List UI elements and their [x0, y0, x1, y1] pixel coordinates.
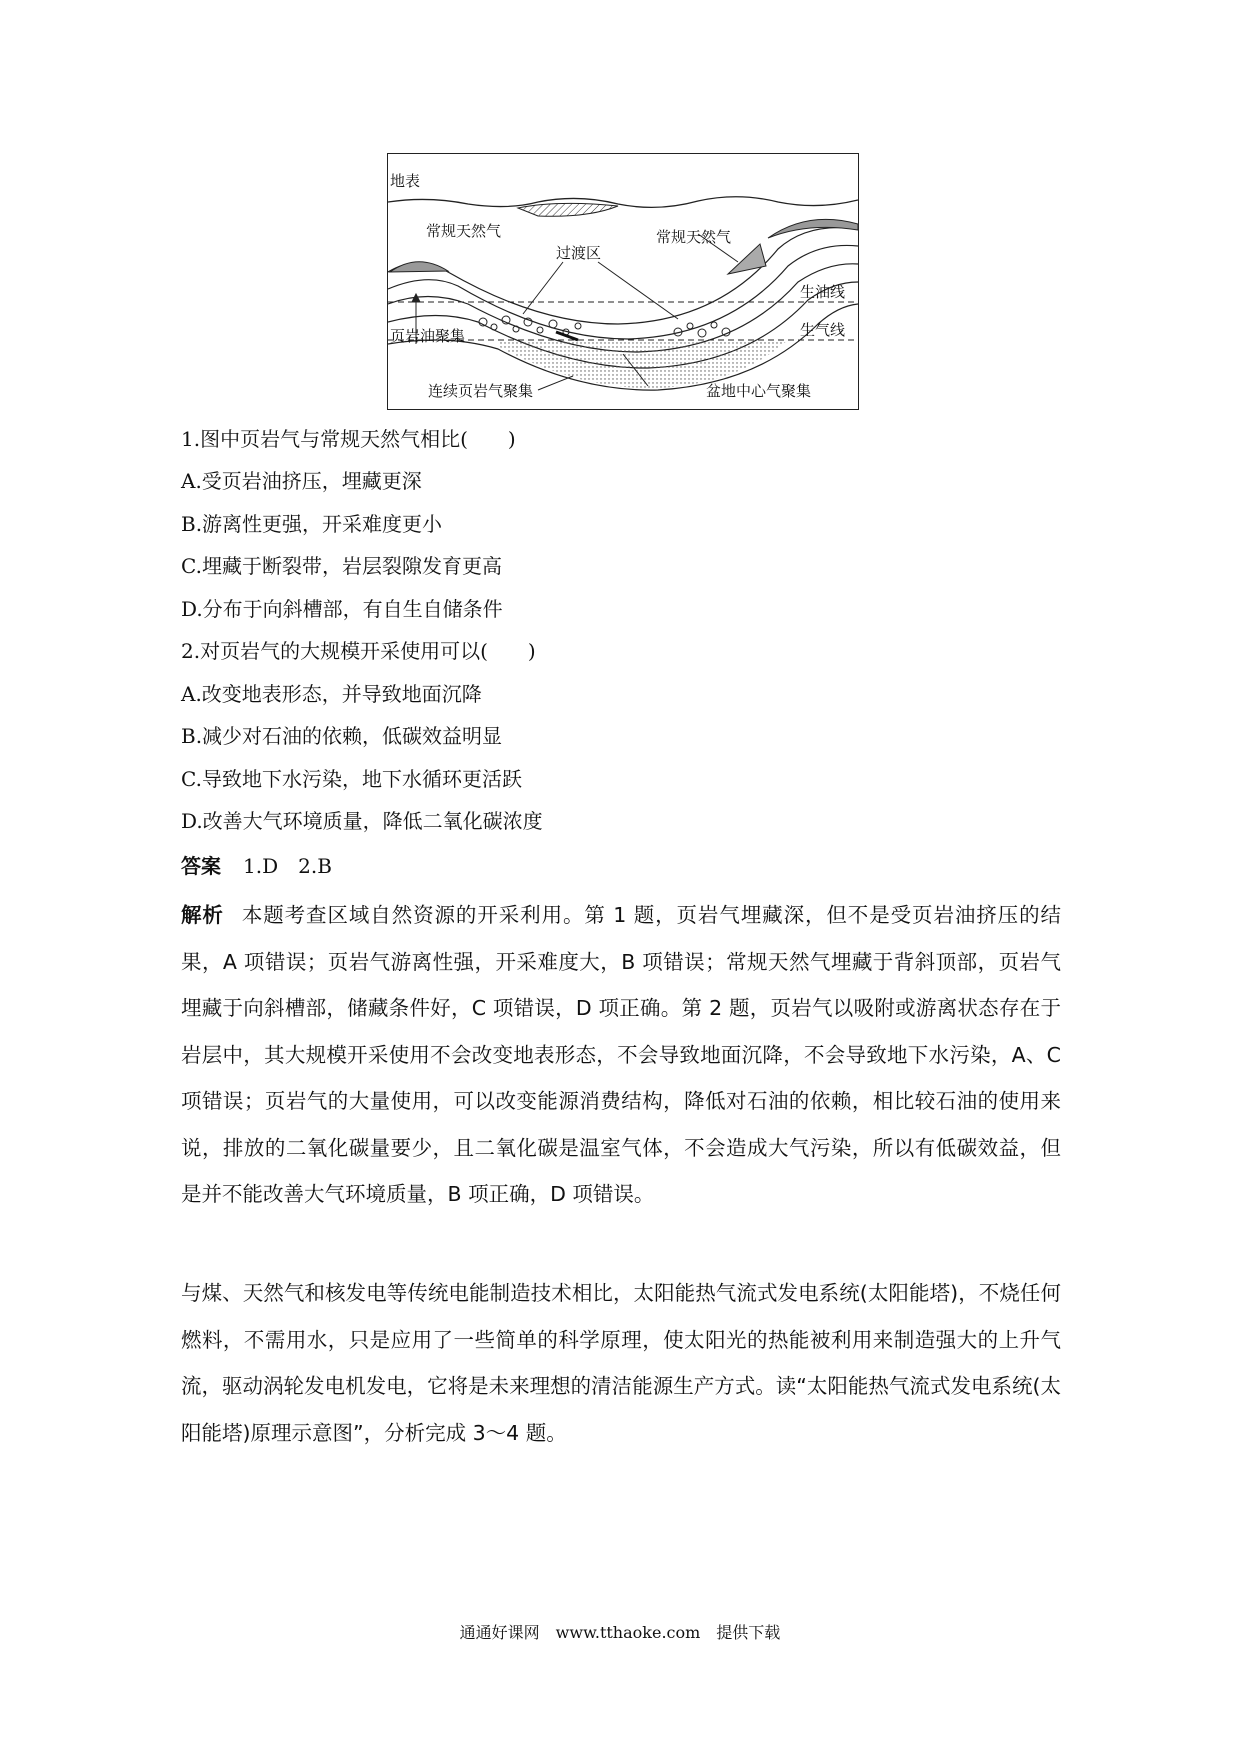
stratum-1 [388, 228, 858, 324]
page-footer: 通通好课网 www.tthaoke.com 提供下载 [459, 1623, 781, 1642]
question-1-stem: 1.图中页岩气与常规天然气相比( ) [181, 427, 516, 451]
label-transition-zone: 过渡区 [556, 244, 602, 262]
surface-hatched-lens [518, 203, 618, 216]
conventional-gas-cap-right [768, 219, 858, 238]
answer-text: 1.D 2.B [243, 854, 332, 878]
label-conventional-gas-left: 常规天然气 [426, 222, 502, 240]
label-shale-oil: 页岩油聚集 [390, 327, 466, 345]
analysis-text: 本题考查区域自然资源的开采利用。第 1 题，页岩气埋藏深，但不是受页岩油挤压的结果，A 项错误；页岩气游离性强，开采难度大，B 项错误；常规天然气埋藏于背斜顶部，页岩气埋藏于向斜槽部，储藏条件好，C 项错误，D 项正确。第 2 题，页岩气以吸附或游离状态存在于岩层中，其大规模开采使用不会改变地表形态，不会导致地面沉降，不会导致地下水污染，A、C 项错误；页岩气的大量使用，可以改变能源消费结构，降低对石油的依赖，相比较石油的使用来说，排放的二氧化碳量要少，且二氧化碳是温室气体，不会造成大气污染，所以有低碳效益，但是并不能改善大气环境质量，B 项正确，D 项错误。 [181, 903, 1062, 1206]
question-1-option-c: C.埋藏于断裂带，岩层裂隙发育更高 [181, 554, 502, 578]
question-1-option-b: B.游离性更强，开采难度更小 [181, 512, 443, 536]
question-2-option-c: C.导致地下水污染，地下水循环更活跃 [181, 767, 522, 791]
question-1-option-a: A.受页岩油挤压，埋藏更深 [181, 469, 422, 493]
reading-passage: 与煤、天然气和核发电等传统电能制造技术相比，太阳能热气流式发电系统(太阳能塔)，不烧任何燃料，不需用水，只是应用了一些简单的科学原理，使太阳光的热能被利用来制造强大的上升气流，驱动涡轮发电机发电，它将是未来理想的清洁能源生产方式。读“太阳能热气流式发电系统(太阳能塔)原理示意图”，分析完成 3～4 题。 [181, 1281, 1061, 1445]
question-2-option-b: B.减少对石油的依赖，低碳效益明显 [181, 724, 503, 748]
label-oil-line: 生油线 [800, 283, 846, 301]
leader-transition-right [598, 262, 678, 319]
transition-zone-pebbles [479, 316, 730, 337]
question-2-stem: 2.对页岩气的大规模开采使用可以( ) [181, 639, 536, 663]
label-gas-line: 生气线 [800, 321, 846, 339]
label-basin-center-gas: 盆地中心气聚集 [706, 382, 812, 400]
analysis-label: 解析 [181, 903, 224, 927]
question-2-option-d: D.改善大气环境质量，降低二氧化碳浓度 [181, 809, 543, 833]
analysis-paragraph [181, 892, 1061, 1218]
question-2-option-a: A.改变地表形态，并导致地面沉降 [181, 682, 482, 706]
conventional-gas-cap-left [390, 262, 448, 272]
basin-center-gas-zone [498, 340, 788, 388]
answer-line [181, 850, 332, 879]
label-surface: 地表 [390, 172, 421, 190]
geologic-cross-section-diagram [388, 154, 858, 409]
label-conventional-gas-right: 常规天然气 [656, 228, 732, 246]
answer-label: 答案 [181, 854, 221, 878]
leader-continuous-gas [538, 376, 573, 390]
label-continuous-shale-gas: 连续页岩气聚集 [428, 382, 534, 400]
ground-surface-line [388, 197, 858, 208]
leader-transition-left [523, 262, 563, 314]
question-1-option-d: D.分布于向斜槽部，有自生自储条件 [181, 597, 503, 621]
shale-gas-cross-section-figure [387, 153, 859, 410]
